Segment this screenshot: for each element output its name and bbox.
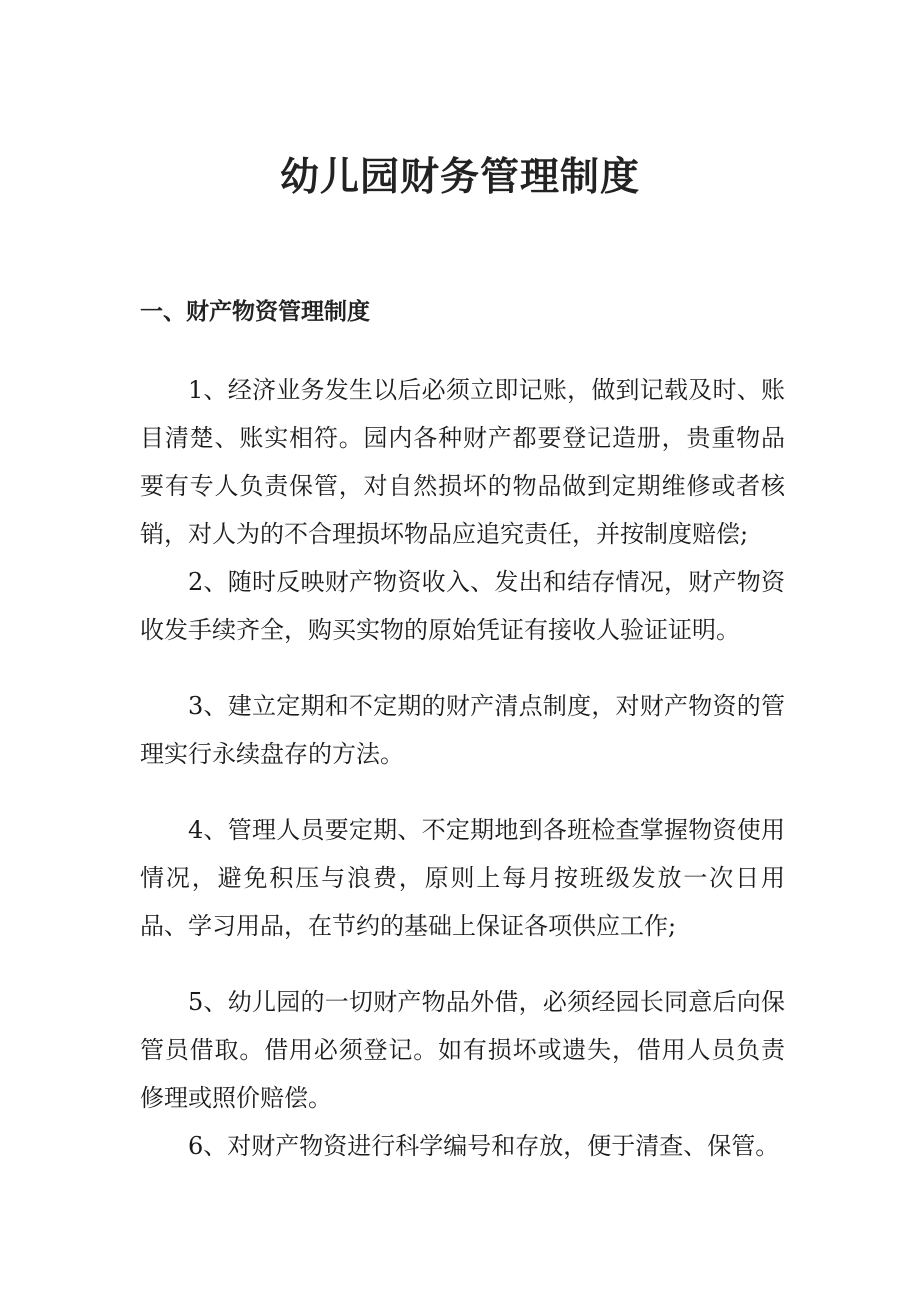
paragraph-2: 2、随时反映财产物资收入、发出和结存情况，财产物资收发手续齐全，购买实物的原始凭证有接收人验证证明。 [140,568,785,644]
section-heading: 一、财产物资管理制度 [140,299,370,325]
document-title: 幼儿园财务管理制度 [279,155,640,201]
paragraph-3: 3、建立定期和不定期的财产清点制度，对财产物资的管理实行永续盘存的方法。 [140,692,785,768]
paragraph-6: 6、对财产物资进行科学编号和存放，便于清查、保管。 [188,1132,780,1160]
paragraph-5: 5、幼儿园的一切财产物品外借，必须经园长同意后向保管员借取。借用必须登记。如有损坏或遗失，借用人员负责修理或照价赔偿。 [140,988,785,1112]
paragraph-4: 4、管理人员要定期、不定期地到各班检查掌握物资使用情况，避免积压与浪费，原则上每月按班级发放一次日用品、学习用品，在节约的基础上保证各项供应工作; [140,816,785,940]
paragraph-1: 1、经济业务发生以后必须立即记账，做到记载及时、账目清楚、账实相符。园内各种财产都要登记造册，贵重物品要有专人负责保管，对自然损坏的物品做到定期维修或者核销，对人为的不合理损坏物品应追究责任，并按制度赔偿; [140,376,785,548]
